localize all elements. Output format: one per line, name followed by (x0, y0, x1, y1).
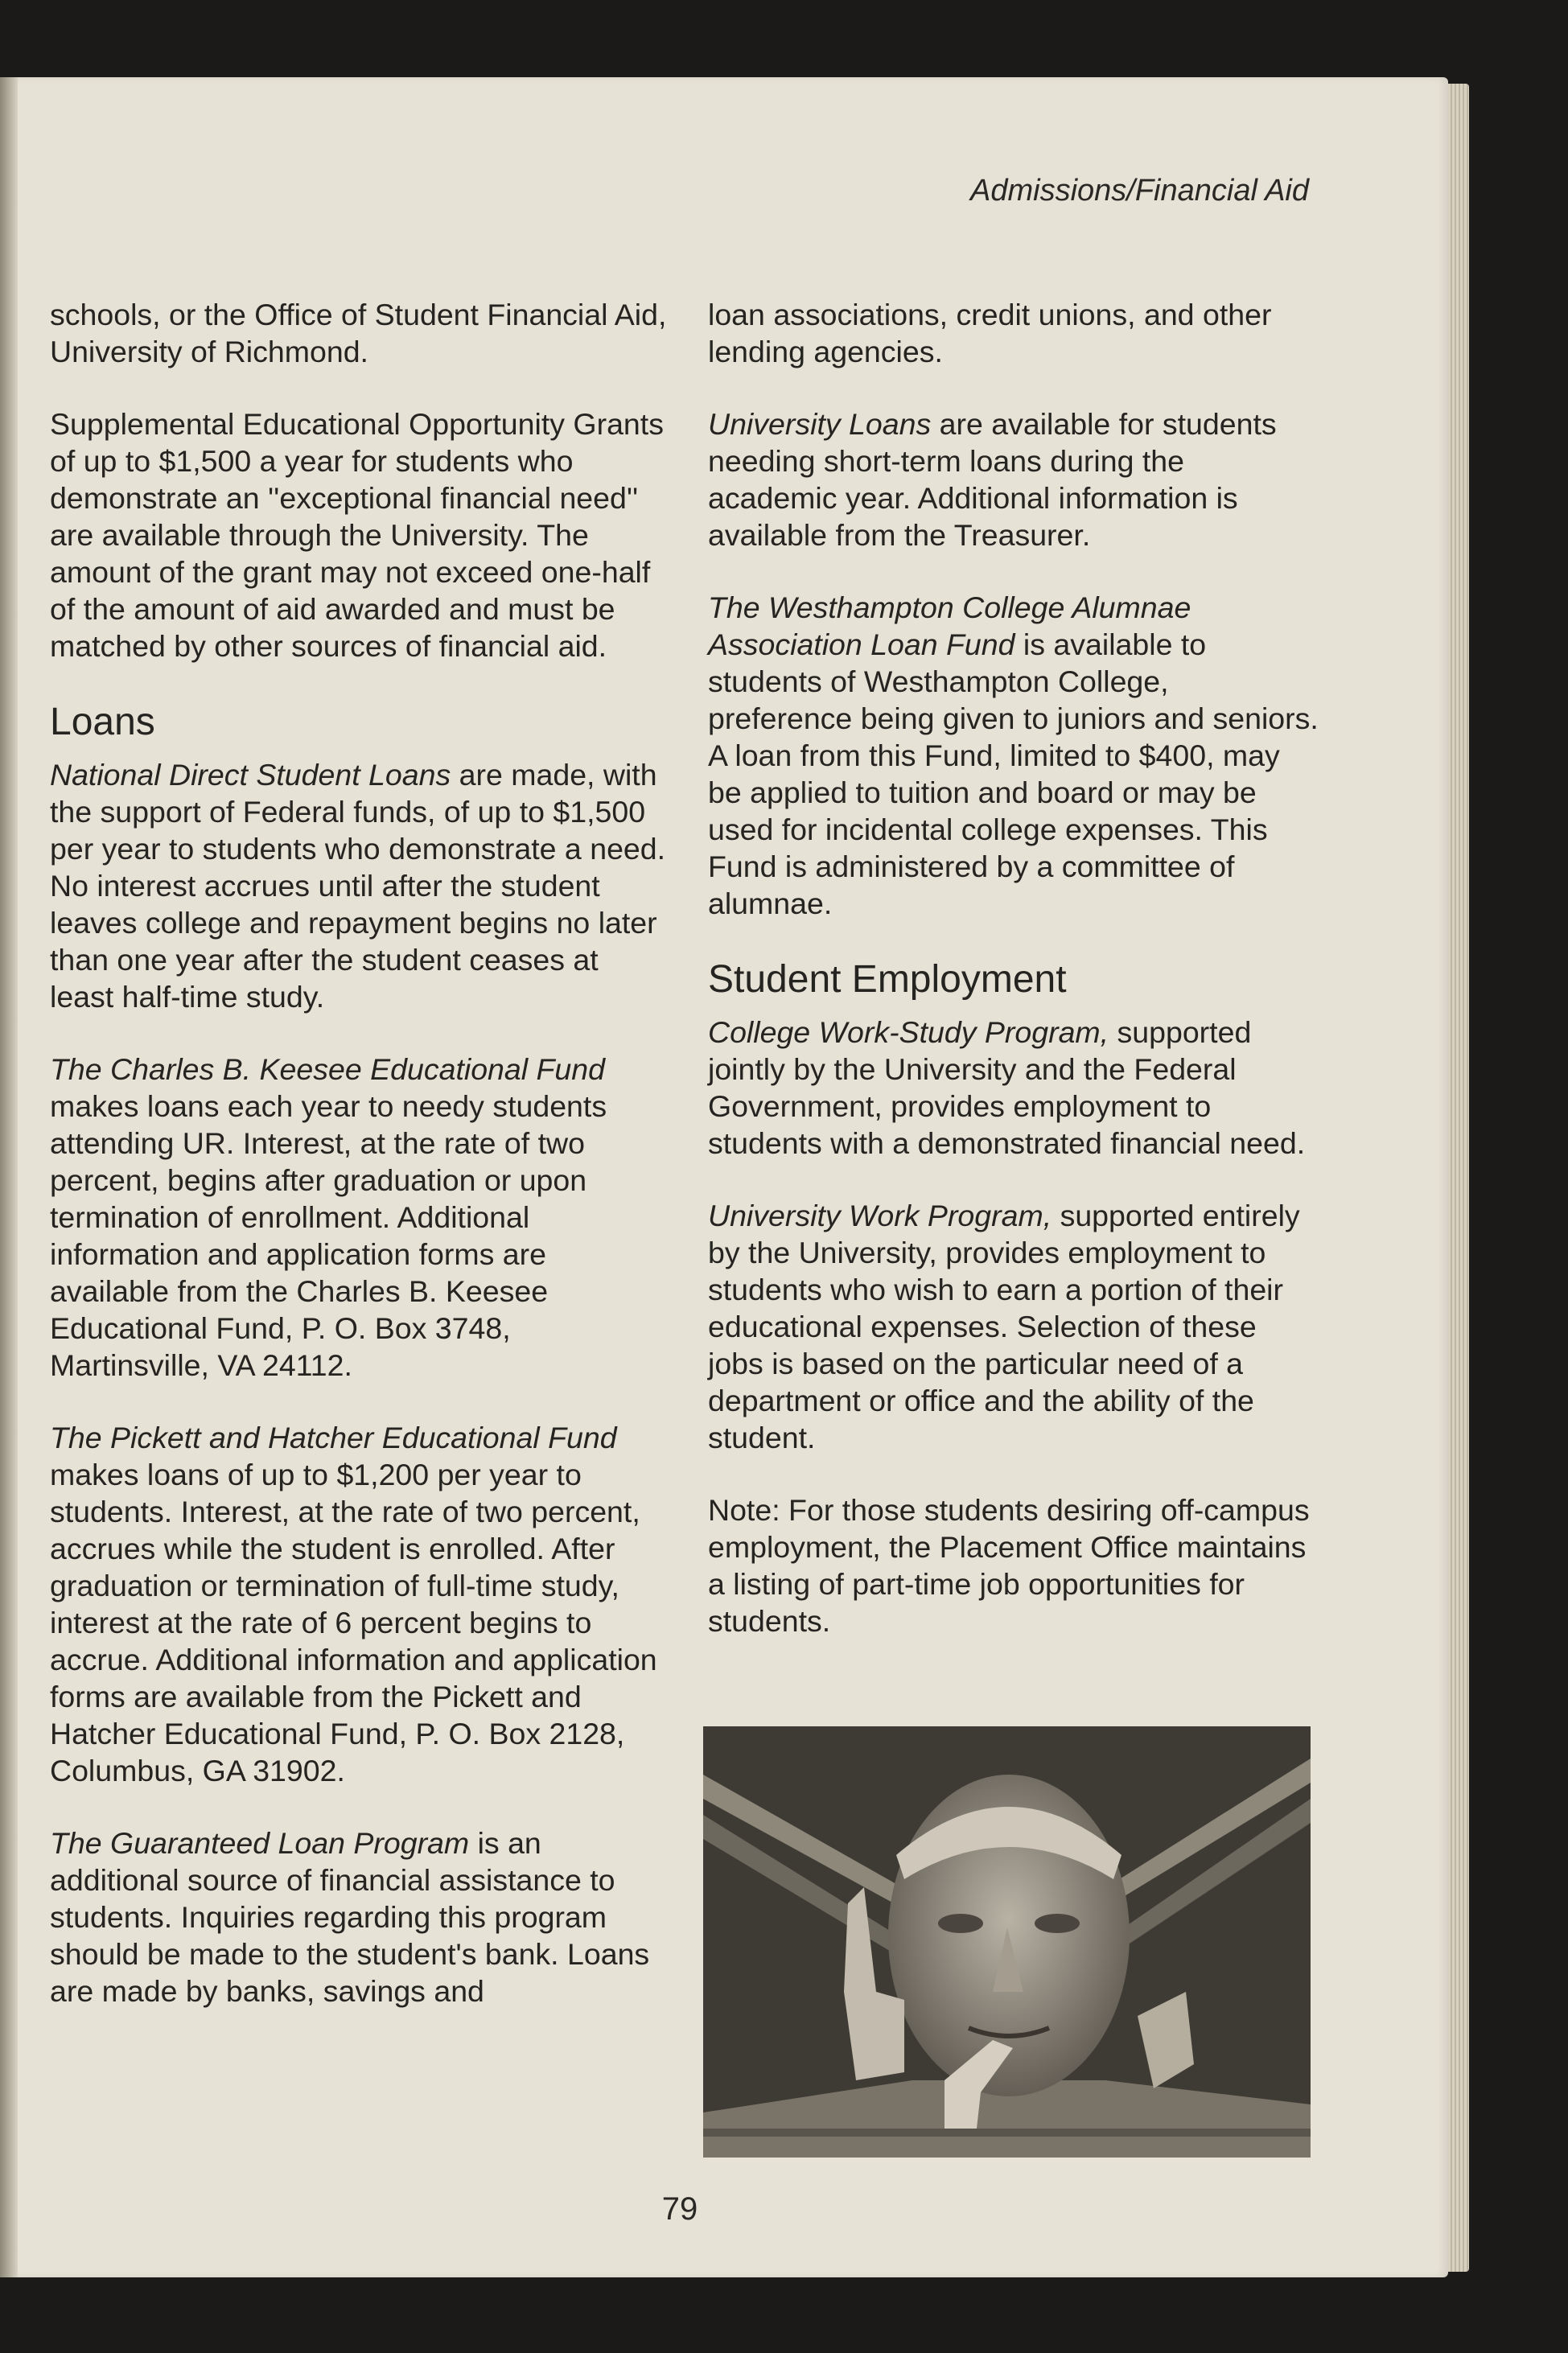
page-number: 79 (661, 2191, 698, 2227)
paragraph-office-aid: schools, or the Office of Student Financial Aid, University of Richmond. (50, 298, 667, 368)
page-gutter (0, 77, 18, 2277)
program-description: makes loans of up to $1,200 per year to students. Interest, at the rate of two percent, accrues while the student is enrolled. After graduation or termination of full-time study, interest at the rate of 6 percent begins to accrue. Additional information and application forms are available from the Pickett and Hatcher Educational Fund, P. O. Box 2128, Columbus, GA 31902. (50, 1458, 657, 1787)
note-text: For those students desiring off-campus employment, the Placement Office maintains a listing of part-time job opportunities for students. (708, 1493, 1310, 1638)
carved-head-image (703, 1726, 1311, 2158)
left-column (50, 296, 669, 2045)
program-title: College Work-Study Program, (708, 1015, 1109, 1049)
program-title: The Charles B. Keesee Educational Fund (50, 1052, 605, 1086)
paragraph-keesee-fund (50, 1051, 669, 1384)
program-title: The Guaranteed Loan Program (50, 1826, 470, 1860)
section-heading-employment: Student Employment (708, 958, 1067, 1001)
paragraph-ndsl (50, 756, 669, 1015)
program-title: University Loans (708, 407, 932, 441)
paragraph-seog-grants: Supplemental Educational Opportunity Grants of up to $1,500 a year for students who demonstrate an ''exceptional financial need'' are available through the University. The amount of the grant may not exceed one-half of the amount of aid awarded and must be matched by other sources of financial aid. (50, 407, 664, 663)
program-description: supported entirely by the University, provides employment to students who wish to earn a portion of their educational expenses. Selection of these jobs is based on the particular need of a department or office and the ability of the student. (708, 1199, 1300, 1454)
stone-carving-photo (703, 1726, 1311, 2158)
paragraph-westhampton-fund (708, 589, 1319, 922)
running-header: Admissions/Financial Aid (970, 174, 1309, 208)
paragraph-note (708, 1491, 1319, 1639)
page-edges (1448, 84, 1469, 2272)
paragraph-pickett-hatcher-fund (50, 1419, 669, 1789)
note-label: Note: (708, 1493, 780, 1527)
program-description: supported jointly by the University and the Federal Government, provides employment to students with a demonstrated financial need. (708, 1015, 1306, 1160)
program-description: is available to students of Westhampton College, preference being given to juniors and seniors. A loan from this Fund, limited to $400, may be applied to tuition and board or may be used for incidental college expenses. This Fund is administered by a committee of alumnae. (708, 627, 1319, 920)
section-heading-loans: Loans (50, 701, 155, 743)
program-description: are made, with the support of Federal funds, of up to $1,500 per year to students who demonstrate a need. No interest accrues until after the student leaves college and repayment begins no later than one year after the student ceases at least half-time study. (50, 758, 666, 1014)
program-title: The Pickett and Hatcher Educational Fund (50, 1421, 617, 1454)
program-title: National Direct Student Loans (50, 758, 451, 792)
paragraph-loan-associations: loan associations, credit unions, and other lending agencies. (708, 298, 1272, 368)
paragraph-university-work (708, 1197, 1319, 1456)
program-title: The Westhampton College Alumnae Association Loan Fund (708, 590, 1191, 661)
program-title: University Work Program, (708, 1199, 1052, 1232)
program-description: makes loans each year to needy students attending UR. Interest, at the rate of two percent, begins after graduation or upon termination of enrollment. Additional information and application forms are available from the Charles B. Keesee Educational Fund, P. O. Box 3748, Martinsville, VA 24112. (50, 1089, 607, 1382)
paragraph-university-loans (708, 405, 1319, 553)
paragraph-work-study (708, 1014, 1319, 1162)
right-column (708, 296, 1319, 1675)
program-description: are available for students needing short-term loans during the academic year. Additional information is available from the Treasurer. (708, 407, 1277, 552)
paragraph-guaranteed-loan (50, 1824, 669, 2010)
program-description: is an additional source of financial assistance to students. Inquiries regarding this program should be made to the student's bank. Loans are made by banks, savings and (50, 1826, 650, 2008)
